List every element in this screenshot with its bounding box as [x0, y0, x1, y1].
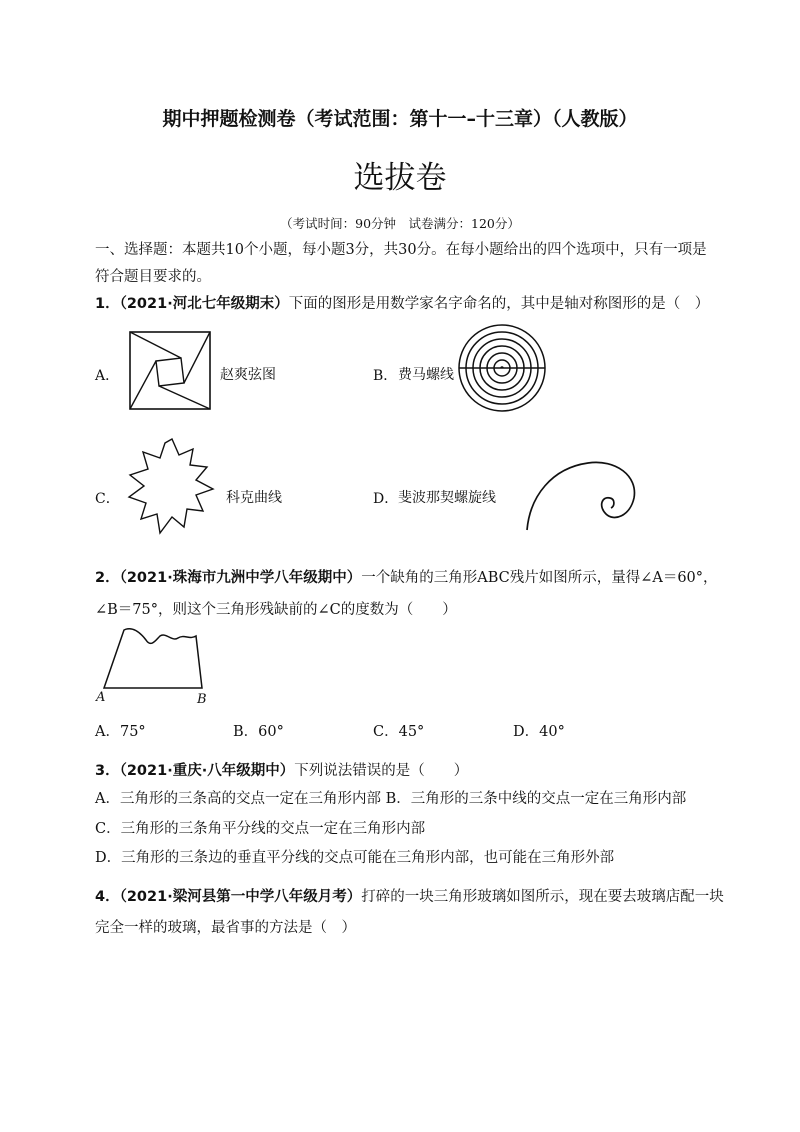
q4-source: （2021·梁河县第一中学八年级月考）	[119, 889, 362, 905]
q2-option-b	[233, 722, 284, 742]
q3-option-a: A．三角形的三条高的交点一定在三角形内部	[95, 791, 381, 807]
q1-number: 1．	[95, 296, 120, 312]
q1-option-b-caption: 费马螺线	[398, 367, 454, 383]
section-heading-line2: 符合题目要求的。	[95, 269, 211, 285]
section-heading-line1: 一、选择题：本题共10个小题，每小题3分，共30分。在每小题给出的四个选项中，只有一项是	[95, 242, 707, 258]
q4-text-line2: 完全一样的玻璃，最省事的方法是（ ）	[95, 920, 356, 936]
question-4-line1	[95, 887, 724, 907]
koch-snowflake	[124, 437, 220, 537]
q2-option-a-value: 75°	[119, 724, 146, 740]
page-title: 期中押题检测卷（考试范围：第十一–十三章）（人教版）	[162, 108, 638, 130]
q2-option-a	[95, 722, 146, 742]
q4-number: 4．	[95, 889, 120, 905]
q2-number: 2．	[95, 570, 120, 586]
q2-option-c-label: C．	[373, 724, 399, 740]
page-subtitle: 选拔卷	[353, 160, 447, 196]
question-1	[95, 294, 715, 314]
q1-option-a-caption: 赵爽弦图	[220, 367, 276, 383]
exam-info: （考试时间：90分钟 试卷满分：120分）	[280, 216, 520, 231]
q1-option-c-label: C．	[95, 491, 120, 507]
q1-option-a-label: A．	[95, 368, 120, 384]
q1-option-b-label: B．	[373, 368, 398, 384]
q3-source: （2021·重庆·八年级期中）	[119, 763, 295, 779]
q2-option-d	[513, 722, 565, 742]
question-2-line1	[95, 568, 718, 588]
q1-option-d-caption: 斐波那契螺旋线	[398, 490, 496, 506]
q2-option-d-label: D．	[513, 724, 540, 740]
vertex-a-label: A	[96, 690, 106, 705]
zhao-shuang-diagram	[129, 331, 211, 410]
vertex-b-label: B	[197, 692, 207, 707]
q2-option-b-value: 60°	[258, 724, 284, 740]
q2-source: （2021·珠海市九洲中学八年级期中）	[119, 570, 362, 586]
q3-option-d: D．三角形的三条边的垂直平分线的交点可能在三角形内部，也可能在三角形外部	[95, 850, 615, 866]
q2-option-c-value: 45°	[398, 724, 425, 740]
q2-option-d-value: 40°	[539, 724, 565, 740]
q2-text-line2: ∠B＝75°，则这个三角形残缺前的∠C的度数为（ ）	[95, 602, 457, 618]
q2-option-b-label: B．	[233, 724, 259, 740]
q1-text: 下面的图形是用数学家名字命名的，其中是轴对称图形的是（ ）	[288, 296, 710, 312]
broken-triangle-figure	[96, 624, 212, 708]
q1-option-d-label: D．	[373, 491, 399, 507]
q2-text-line1: 一个缺角的三角形ABC残片如图所示，量得∠A＝60°，	[361, 570, 718, 586]
q3-option-b: B．三角形的三条中线的交点一定在三角形内部	[385, 791, 687, 807]
q3-number: 3．	[95, 763, 120, 779]
q3-text: 下列说法错误的是（ ）	[294, 763, 469, 779]
q1-source: （2021·河北七年级期末）	[119, 296, 289, 312]
fermat-spiral	[457, 323, 547, 413]
q1-option-c-caption: 科克曲线	[226, 490, 282, 506]
q4-text-line1: 打碎的一块三角形玻璃如图所示，现在要去玻璃店配一块	[361, 889, 724, 905]
question-3	[95, 761, 715, 781]
fibonacci-spiral	[524, 456, 644, 532]
q3-option-c: C．三角形的三条角平分线的交点一定在三角形内部	[95, 821, 426, 837]
q3-options-row1	[95, 789, 715, 809]
q2-option-c	[373, 722, 424, 742]
q2-option-a-label: A．	[95, 724, 120, 740]
